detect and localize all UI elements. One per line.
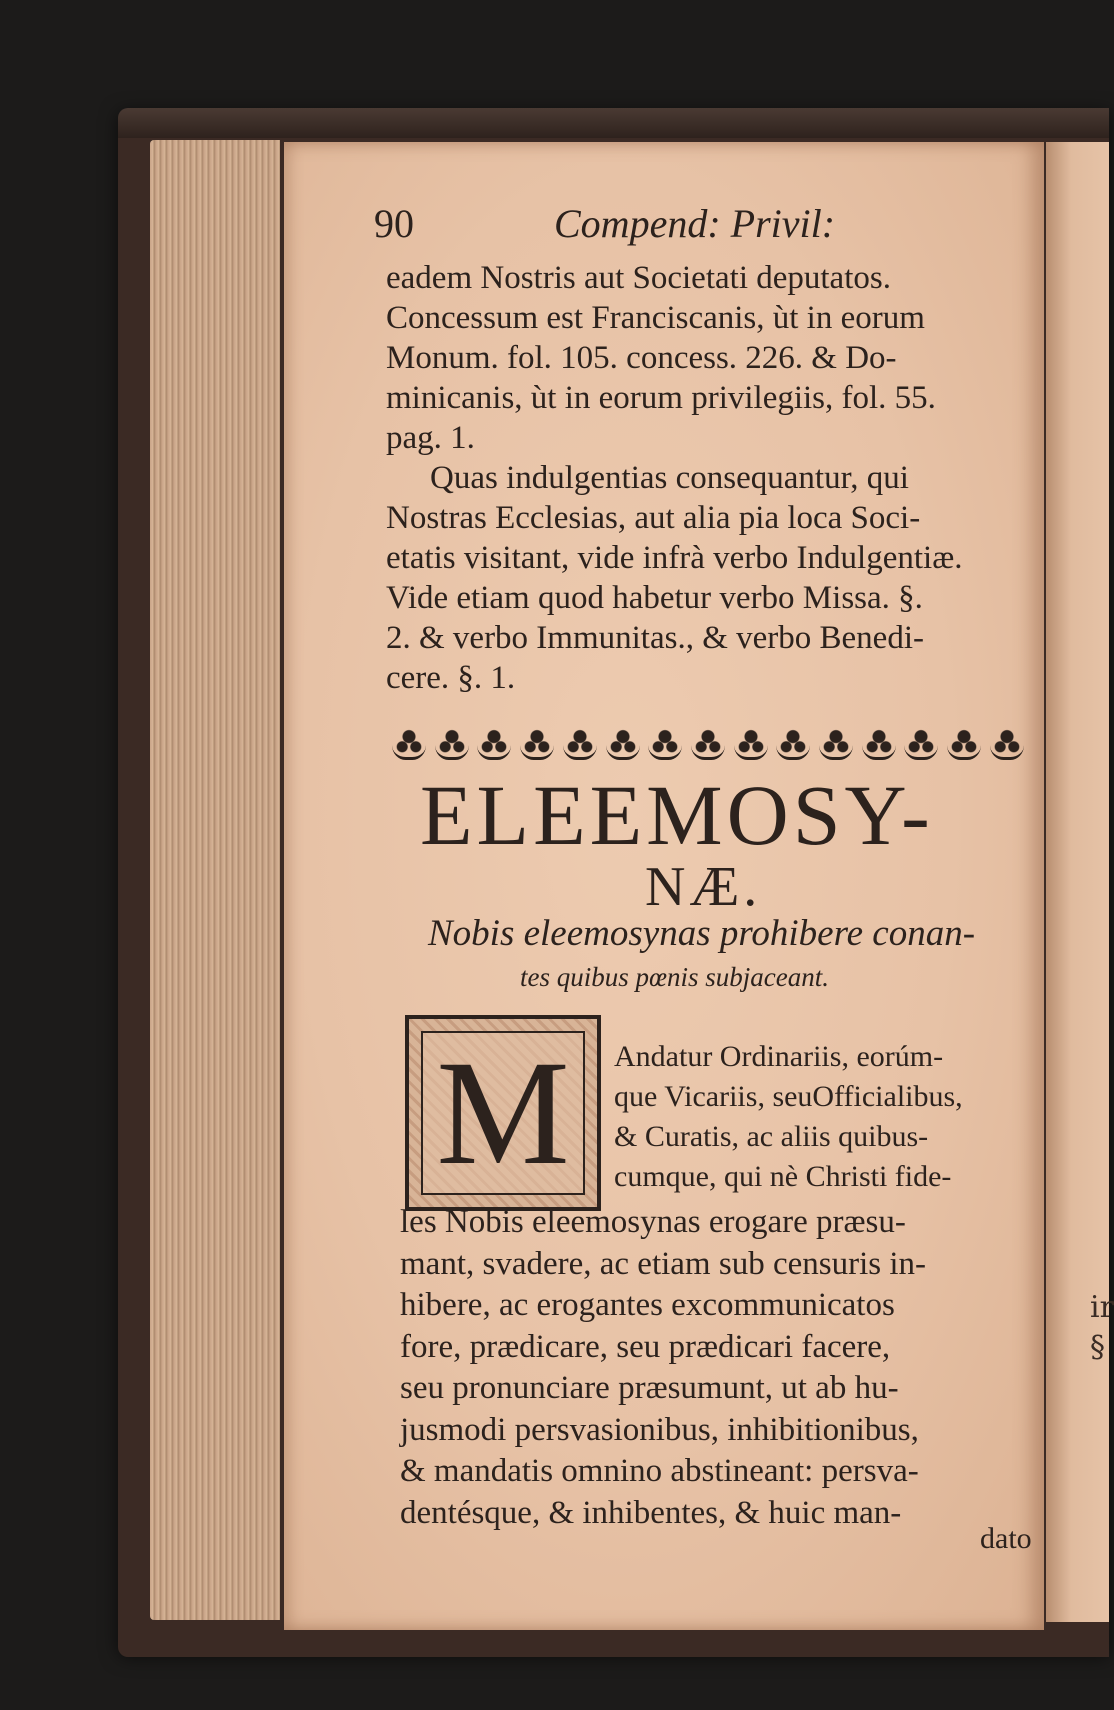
section-title-continuation: NÆ. [645, 856, 762, 918]
ornament-glyph [606, 723, 640, 760]
facing-page [1046, 142, 1109, 1622]
text-line: etatis visitant, vide infrà verbo Indulgentiæ. [386, 540, 963, 576]
text-line: hibere, ac erogantes excommunicatos [400, 1287, 895, 1323]
text-line: eadem Nostris aut Societati deputatos. [386, 260, 891, 296]
ornament-glyph [862, 723, 896, 760]
ornament-glyph [648, 723, 682, 760]
text-line: Concessum est Franciscanis, ùt in eorum [386, 300, 925, 336]
ornament-glyph [734, 723, 768, 760]
section-subtitle-continuation: tes quibus pœnis subjaceant. [520, 962, 829, 992]
text-line: Vide etiam quod habetur verbo Missa. §. [386, 580, 923, 616]
text-line: que Vicariis, seuOfficialibus, [614, 1080, 963, 1113]
ornament-glyph [691, 723, 725, 760]
section-title: ELEEMOSY- [420, 767, 934, 863]
text-line: Monum. fol. 105. concess. 226. & Do- [386, 340, 897, 376]
page-number: 90 [374, 201, 414, 246]
facing-page-fragment: § [1090, 1330, 1105, 1365]
text-line: Quas indulgentias consequantur, qui [430, 460, 909, 496]
text-line: Andatur Ordinariis, eorúm- [614, 1040, 944, 1073]
text-line: minicanis, ùt in eorum privilegiis, fol. 55. [386, 380, 936, 416]
catchword: dato [980, 1522, 1032, 1555]
ornament-glyph [904, 723, 938, 760]
ornament-glyph [819, 723, 853, 760]
initial-letter: M [421, 1031, 585, 1195]
body-text [400, 1202, 1028, 1534]
text-line: Nostras Ecclesias, aut alia pia loca Soci- [386, 500, 921, 536]
text-line: fore, prædicare, seu prædicari facere, [400, 1328, 891, 1365]
text-line: pag. 1. [386, 420, 475, 456]
page-header [374, 200, 934, 250]
text-line: jusmodi persvasionibus, inhibitionibus, [400, 1411, 919, 1448]
page-edges [150, 140, 280, 1620]
text-line: dentésque, & inhibentes, & huic man- [400, 1494, 902, 1531]
text-line: & Curatis, ac aliis quibus- [614, 1120, 929, 1153]
ornament-glyph [776, 723, 810, 760]
decorated-initial [405, 1015, 601, 1211]
ornamental-border [392, 720, 1024, 762]
second-paragraph [386, 458, 1014, 698]
text-line: 2. & verbo Immunitas., & verbo Benedi- [386, 620, 924, 656]
ornament-glyph [435, 723, 469, 760]
text-line: cumque, qui nè Christi fide- [614, 1160, 952, 1193]
section-subtitle: Nobis eleemosynas prohibere conan- [428, 913, 976, 954]
text-line: & mandatis omnino abstineant: persva- [400, 1453, 919, 1489]
ornament-glyph [990, 723, 1024, 760]
text-line: les Nobis eleemosynas erogare præsu- [400, 1204, 906, 1240]
top-paragraph [386, 258, 1014, 458]
running-title: Compend: Privil: [554, 201, 836, 246]
ornament-glyph [477, 723, 511, 760]
ornament-glyph [947, 723, 981, 760]
facing-page-fragment: ir [1090, 1290, 1114, 1325]
text-line: mant, svadere, ac etiam sub censuris in- [400, 1245, 926, 1282]
ornament-glyph [563, 723, 597, 760]
text-line: cere. §. 1. [386, 660, 516, 696]
ornament-glyph [392, 723, 426, 760]
book-top-edge [118, 108, 1109, 138]
ornament-glyph [520, 723, 554, 760]
beside-initial-text [614, 1037, 1024, 1197]
text-line: seu pronunciare præsumunt, ut ab hu- [400, 1370, 899, 1406]
